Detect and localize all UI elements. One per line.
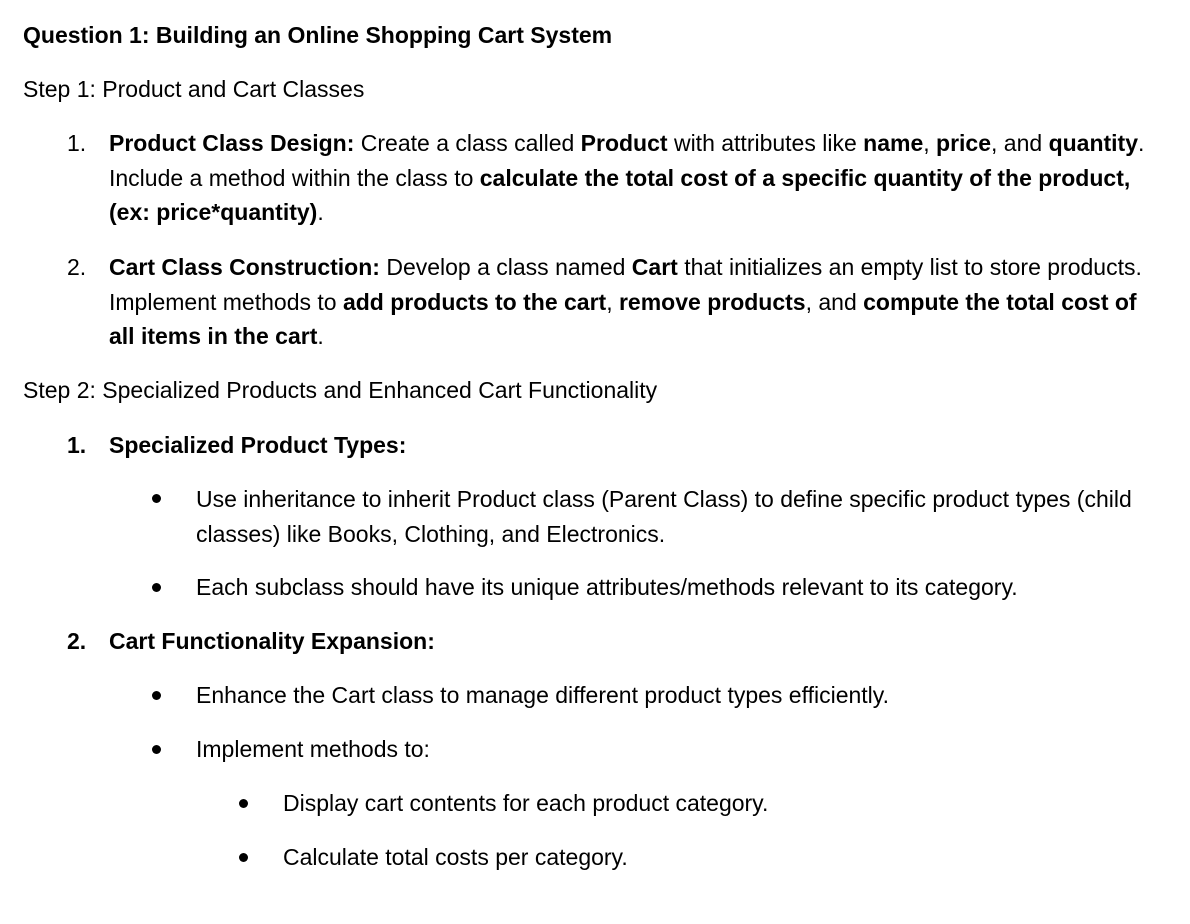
bold-text-segment: Cart xyxy=(631,254,678,280)
text-segment: , and xyxy=(991,130,1049,156)
bullet-icon xyxy=(152,745,161,754)
text-segment: with attributes like xyxy=(667,130,864,156)
bold-text-segment: Product Class Design: xyxy=(109,130,355,156)
text-segment: . Include a method within the class to xyxy=(109,130,1145,191)
step2-item2-bullet2: Implement methods to: xyxy=(196,736,430,762)
bold-text-segment: Product xyxy=(580,130,668,156)
text-segment: . xyxy=(317,323,324,349)
step2-item2-label: Cart Functionality Expansion: xyxy=(109,628,435,654)
bold-text-segment: Cart Class Construction: xyxy=(109,254,380,280)
step2-item2-subbullet2: Calculate total costs per category. xyxy=(283,844,628,870)
text-segment: Develop a class named xyxy=(379,254,632,280)
step1-item1-number: 1. xyxy=(67,130,87,156)
step2-item1-bullet1: Use inheritance to inherit Product class (Parent Class) to define specific product types (child classes) like Books, Clothing, and Electronics. xyxy=(196,486,1132,547)
step2-item2-subbullet1: Display cart contents for each product category. xyxy=(283,790,769,816)
step2-item1-bullet2: Each subclass should have its unique attributes/methods relevant to its category. xyxy=(196,574,1018,600)
step2-item1-label: Specialized Product Types: xyxy=(109,432,407,458)
question-title: Question 1: Building an Online Shopping Cart System xyxy=(23,22,613,48)
bullet-icon xyxy=(152,494,161,503)
text-segment: . xyxy=(317,199,324,225)
text-segment: that initializes an empty list to store products. Implement methods to xyxy=(109,254,1142,315)
bold-text-segment: calculate the total cost of a specific quantity of the product, (ex: price*quantity) xyxy=(109,164,1131,225)
bold-text-segment: quantity xyxy=(1048,130,1139,156)
bullet-icon xyxy=(152,691,161,700)
bold-text-segment: add products to the cart xyxy=(342,288,607,315)
step2-heading: Step 2: Specialized Products and Enhanced Cart Functionality xyxy=(23,377,658,403)
bullet-icon xyxy=(152,583,161,592)
step2-item2-bullet1: Enhance the Cart class to manage different product types efficiently. xyxy=(196,682,889,708)
text-segment: Create a class called xyxy=(354,130,581,156)
bold-text-segment: compute the total cost of all items in the cart xyxy=(109,288,1137,349)
sub-bullet-icon xyxy=(239,799,248,808)
step1-heading: Step 1: Product and Cart Classes xyxy=(23,76,365,102)
step1-item1-text xyxy=(109,126,1159,230)
bold-text-segment: price xyxy=(936,130,992,156)
text-segment: , xyxy=(606,288,619,315)
step2-item2-number: 2. xyxy=(67,628,87,654)
text-segment: , xyxy=(923,130,937,156)
text-segment: , and xyxy=(805,288,864,315)
bold-text-segment: remove products xyxy=(618,288,806,315)
step2-item1-number: 1. xyxy=(67,432,87,458)
sub-bullet-icon xyxy=(239,853,248,862)
step1-item2-text xyxy=(109,250,1159,354)
bold-text-segment: name xyxy=(863,130,924,156)
step1-item2-number: 2. xyxy=(67,254,87,280)
